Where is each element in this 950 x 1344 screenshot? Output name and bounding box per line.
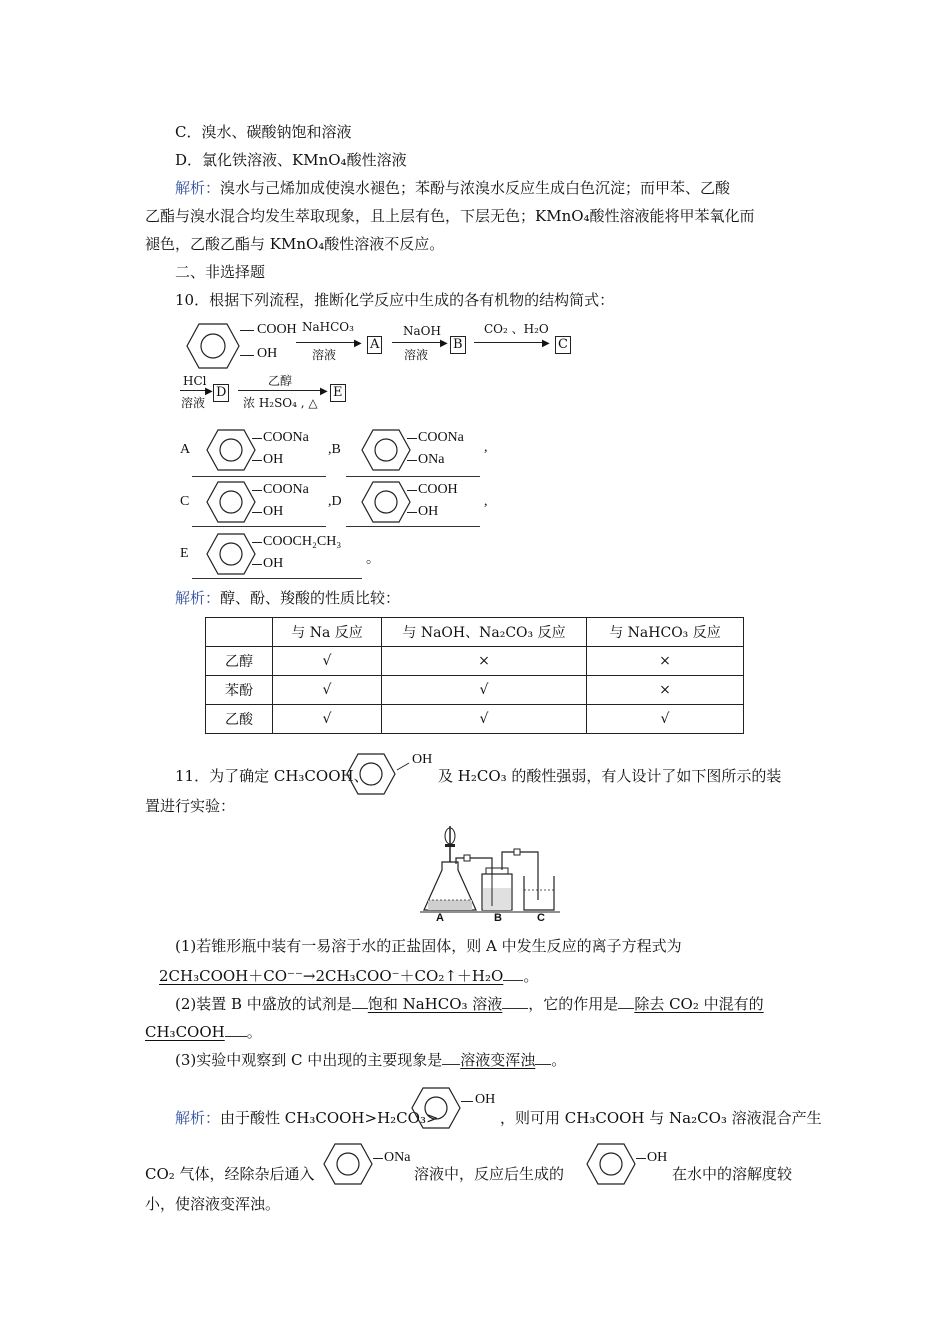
benzene-ring-start bbox=[185, 322, 241, 374]
answer-d-top: COOH bbox=[418, 482, 458, 497]
arrow-head-icon: ▶ bbox=[205, 386, 213, 397]
analysis-9-text1: 溴水与己烯加成使溴水褪色；苯酚与浓溴水反应生成白色沉淀；而甲苯、乙酸 bbox=[220, 179, 731, 197]
arrow-head-icon: ▶ bbox=[320, 386, 328, 397]
group-oh: OH bbox=[257, 346, 278, 361]
benzene-ring-d bbox=[360, 480, 412, 528]
phenol-ring-q11 bbox=[345, 752, 397, 800]
arrow-head-icon: ▶ bbox=[354, 338, 362, 349]
phenol-ring-analysis-2 bbox=[585, 1142, 637, 1190]
reagent-4-top: HCl bbox=[183, 374, 207, 388]
table-cell: × bbox=[587, 647, 744, 676]
comma: , bbox=[484, 440, 488, 455]
q11-part1-answer: 2CH₃COOH＋CO⁻⁻→2CH₃COO⁻＋CO₂↑＋H₂O bbox=[159, 967, 504, 985]
box-a-label: A bbox=[367, 336, 382, 354]
q11-part3 bbox=[175, 1048, 843, 1072]
phenol-ring-analysis-1 bbox=[410, 1086, 462, 1134]
arrow-head-icon: ▶ bbox=[440, 338, 448, 349]
group-oh: OH bbox=[647, 1150, 668, 1165]
table-cell: √ bbox=[587, 705, 744, 734]
q11-part2-text2: ，它的作用是 bbox=[528, 995, 619, 1013]
answer-underline bbox=[192, 476, 326, 477]
answer-c-label: C bbox=[180, 494, 190, 509]
q11-part3-answer: 溶液变浑浊 bbox=[460, 1051, 536, 1069]
apparatus-label-b: B bbox=[494, 912, 502, 924]
benzene-ring-b bbox=[360, 428, 412, 476]
q11-stem-a: 11．为了确定 CH₃COOH、 bbox=[175, 767, 369, 785]
answer-underline bbox=[346, 476, 480, 477]
group-cooh: COOH bbox=[257, 322, 297, 337]
box-a bbox=[367, 334, 382, 354]
arrow-5 bbox=[238, 390, 324, 391]
q11-part2-answer2b: CH₃COOH bbox=[145, 1023, 225, 1041]
analysis-11-text3: CO₂ 气体，经除杂后通入 bbox=[145, 1165, 315, 1183]
property-table bbox=[205, 617, 744, 734]
table-cell: 苯酚 bbox=[206, 676, 273, 705]
q11-part2 bbox=[175, 992, 843, 1016]
answer-b-bottom: ONa bbox=[418, 452, 445, 467]
benzene-ring-a bbox=[205, 428, 257, 476]
box-e bbox=[330, 382, 346, 402]
comma: , bbox=[484, 494, 488, 509]
box-d-label: D bbox=[213, 384, 229, 402]
bond-line bbox=[252, 564, 262, 565]
arrow-2 bbox=[392, 342, 444, 343]
answer-e-bottom: OH bbox=[263, 556, 284, 571]
analysis-11-text5: 在水中的溶解度较 bbox=[672, 1165, 793, 1183]
arrow-3 bbox=[474, 342, 546, 343]
q11-part1-answer-line bbox=[145, 964, 813, 988]
box-c bbox=[555, 334, 571, 354]
group-oh: OH bbox=[475, 1092, 496, 1107]
q11-part2-text: (2)装置 B 中盛放的试剂是 bbox=[175, 995, 352, 1013]
analysis-10-text: 醇、酚、羧酸的性质比较： bbox=[220, 589, 401, 607]
bond-line bbox=[407, 512, 417, 513]
q10-stem: 10．根据下列流程，推断化学反应中生成的各有机物的结构简式： bbox=[175, 291, 615, 309]
apparatus-label-a: A bbox=[436, 912, 444, 924]
table-header-cell: 与 Na 反应 bbox=[273, 618, 382, 647]
reagent-1-bottom: 溶液 bbox=[312, 348, 337, 362]
answer-a-top: COONa bbox=[263, 430, 309, 445]
box-b bbox=[450, 334, 466, 354]
answer-e-top: COOCH₂CH₃ bbox=[263, 534, 342, 549]
reagent-4-bottom: 溶液 bbox=[181, 396, 206, 410]
answer-c-top: COONa bbox=[263, 482, 309, 497]
table-cell: √ bbox=[273, 705, 382, 734]
reagent-5-top: 乙醇 bbox=[268, 374, 293, 388]
bond-line bbox=[461, 1101, 473, 1102]
answer-e-label: E bbox=[180, 546, 189, 561]
reagent-2-top: NaOH bbox=[403, 324, 441, 338]
benzene-ring-c bbox=[205, 480, 257, 528]
bond-line bbox=[252, 512, 262, 513]
answer-underline bbox=[192, 526, 326, 527]
analysis-11-line1 bbox=[175, 1106, 439, 1130]
bond-line bbox=[240, 330, 254, 331]
analysis-11-text1: 由于酸性 CH₃COOH>H₂CO₃> bbox=[220, 1109, 439, 1127]
reagent-5-bottom: 浓 H₂SO₄ , △ bbox=[243, 396, 318, 410]
analysis-10 bbox=[175, 586, 843, 610]
table-cell: √ bbox=[382, 676, 587, 705]
table-cell: 乙酸 bbox=[206, 705, 273, 734]
bond-line bbox=[240, 355, 254, 356]
option-d: D．氯化铁溶液、KMnO₄酸性溶液 bbox=[175, 151, 407, 169]
q11-stem-c: 置进行实验： bbox=[145, 797, 236, 815]
period: 。 bbox=[246, 1023, 262, 1041]
table-cell: √ bbox=[382, 705, 587, 734]
period: 。 bbox=[551, 1051, 567, 1069]
analysis-9-line2: 乙酯与溴水混合均发生萃取现象，且上层有色，下层无色；KMnO₄酸性溶液能将甲苯氧化而 bbox=[145, 207, 755, 225]
section-heading: 二、非选择题 bbox=[175, 263, 266, 281]
apparatus-label-c: C bbox=[537, 912, 545, 924]
group-ona: ONa bbox=[384, 1150, 411, 1165]
analysis-11-text2: ，则可用 CH₃COOH 与 Na₂CO₃ 溶液混合产生 bbox=[500, 1109, 822, 1127]
answer-d-bottom: OH bbox=[418, 504, 439, 519]
table-cell: √ bbox=[273, 676, 382, 705]
group-oh: OH bbox=[412, 752, 433, 767]
bond-line bbox=[407, 460, 417, 461]
reagent-3-top: CO₂ 、H₂O bbox=[484, 322, 549, 336]
box-c-label: C bbox=[555, 336, 571, 354]
bond-line bbox=[252, 460, 262, 461]
bond-line bbox=[252, 438, 262, 439]
analysis-11-text6: 小，使溶液变浑浊。 bbox=[145, 1195, 281, 1213]
analysis-label: 解析： bbox=[175, 1109, 221, 1127]
analysis-label: 解析： bbox=[175, 589, 221, 607]
table-cell: × bbox=[587, 676, 744, 705]
table-row bbox=[206, 647, 744, 676]
answer-b-label: ,B bbox=[328, 442, 341, 457]
period: 。 bbox=[523, 967, 539, 985]
answer-a-bottom: OH bbox=[263, 452, 284, 467]
q11-part3-text: (3)实验中观察到 C 中出现的主要现象是 bbox=[175, 1051, 443, 1069]
period: 。 bbox=[366, 552, 380, 567]
bond-line bbox=[636, 1158, 646, 1159]
q11-part2-cont bbox=[145, 1020, 813, 1044]
answer-c-bottom: OH bbox=[263, 504, 284, 519]
bond-line bbox=[407, 438, 417, 439]
bond-line bbox=[373, 1158, 383, 1159]
table-header-row bbox=[206, 618, 744, 647]
q11-stem-b: 及 H₂CO₃ 的酸性强弱，有人设计了如下图所示的装 bbox=[438, 767, 782, 785]
arrow-head-icon: ▶ bbox=[542, 338, 550, 349]
box-e-label: E bbox=[330, 384, 346, 402]
phenoxide-ring bbox=[322, 1142, 374, 1190]
answer-underline bbox=[346, 526, 480, 527]
table-row bbox=[206, 676, 744, 705]
arrow-1 bbox=[296, 342, 358, 343]
q11-part2-answer2: 除去 CO₂ 中混有的 bbox=[634, 995, 764, 1013]
bond-line bbox=[252, 490, 262, 491]
table-cell: × bbox=[382, 647, 587, 676]
bond-line bbox=[407, 490, 417, 491]
analysis-9-line1 bbox=[175, 176, 843, 200]
table-row bbox=[206, 705, 744, 734]
benzene-ring-e bbox=[205, 532, 257, 580]
q11-part1: (1)若锥形瓶中装有一易溶于水的正盐固体，则 A 中发生反应的离子方程式为 bbox=[175, 937, 682, 955]
option-c: C．溴水、碳酸钠饱和溶液 bbox=[175, 123, 352, 141]
table-header-cell: 与 NaOH、Na₂CO₃ 反应 bbox=[382, 618, 587, 647]
analysis-11-text4: 溶液中，反应后生成的 bbox=[414, 1165, 565, 1183]
reagent-1-top: NaHCO₃ bbox=[302, 320, 354, 334]
analysis-9-line3: 褪色，乙酸乙酯与 KMnO₄酸性溶液不反应。 bbox=[145, 235, 445, 253]
table-header-cell bbox=[206, 618, 273, 647]
q11-part2-answer1: 饱和 NaHCO₃ 溶液 bbox=[367, 995, 503, 1013]
box-d bbox=[213, 382, 229, 402]
answer-a-label: A bbox=[180, 442, 191, 457]
table-header-cell: 与 NaHCO₃ 反应 bbox=[587, 618, 744, 647]
box-b-label: B bbox=[450, 336, 466, 354]
analysis-label: 解析： bbox=[175, 179, 221, 197]
bond-line bbox=[252, 542, 262, 543]
table-cell: 乙醇 bbox=[206, 647, 273, 676]
answer-d-label: ,D bbox=[328, 494, 342, 509]
answer-b-top: COONa bbox=[418, 430, 464, 445]
bond-line bbox=[397, 763, 410, 771]
reagent-2-bottom: 溶液 bbox=[404, 348, 429, 362]
answer-underline bbox=[192, 578, 362, 579]
table-cell: √ bbox=[273, 647, 382, 676]
